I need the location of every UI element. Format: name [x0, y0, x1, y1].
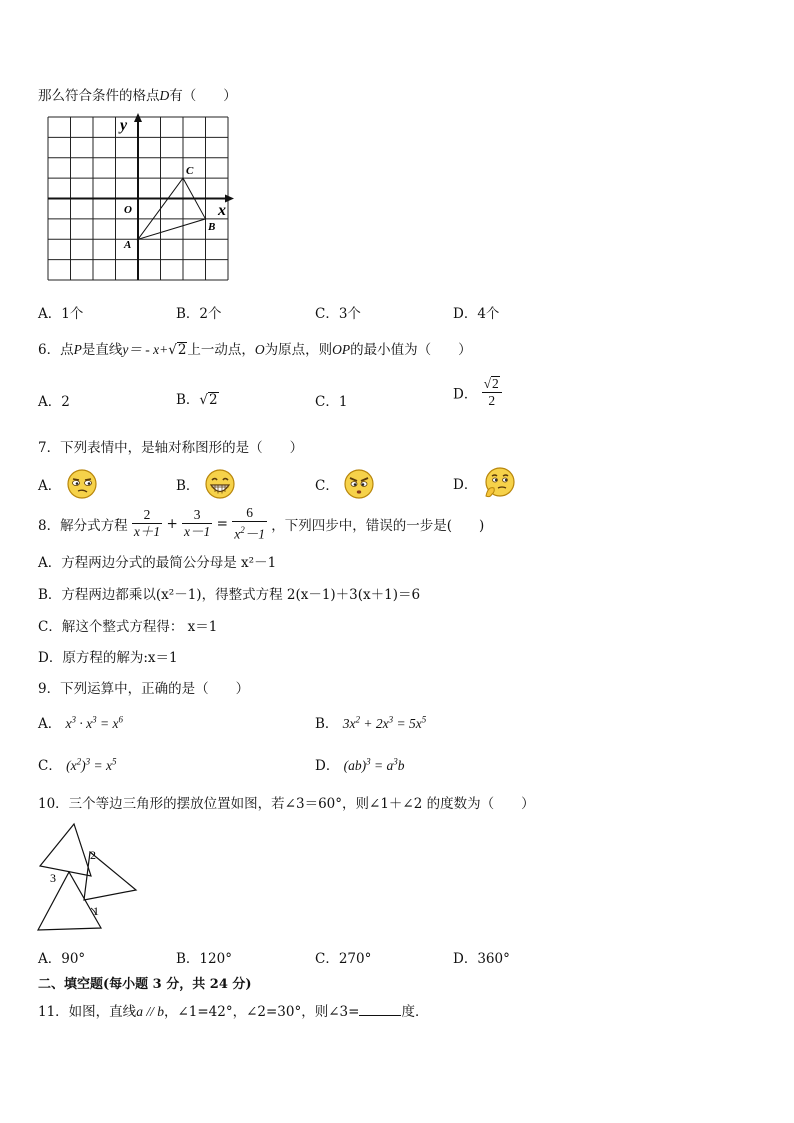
q6-option-d[interactable]	[453, 376, 502, 409]
q6-var-o: O	[254, 342, 265, 357]
option-letter: A．	[38, 394, 62, 410]
q8-fraction-1	[132, 507, 162, 540]
q8-option-d[interactable]: D．原方程的解为:x＝1	[38, 650, 178, 666]
q9-option-c[interactable]	[38, 754, 117, 774]
q7-option-b[interactable]	[176, 468, 236, 500]
answer-blank[interactable]	[359, 1003, 401, 1016]
fraction-denominator: 2	[488, 393, 496, 408]
q11-text-3: 度．	[401, 1004, 429, 1020]
option-text: 1	[338, 394, 348, 410]
option-text: 90°	[61, 951, 86, 967]
q6-eq-root: 2	[177, 342, 187, 358]
option-text: 360°	[477, 951, 510, 967]
option-letter: C．	[315, 394, 339, 410]
q5-stem-suffix: 有（ ）	[169, 88, 237, 104]
option-letter: D．	[453, 386, 478, 403]
smirk-face-icon	[66, 468, 98, 500]
point-a-label: A	[124, 239, 132, 251]
q9-option-d-expr: $(ab)^3 = a^3b$	[343, 756, 405, 773]
q5-grid-figure	[40, 112, 240, 287]
q9-option-a-expr: $x^3 \cdot x^3 = x^6$	[65, 714, 124, 731]
q5-stem-prefix: 那么符合条件的格点	[38, 88, 160, 104]
angry-face-icon	[343, 468, 375, 500]
sqrt-icon: √	[483, 376, 492, 391]
q8-text-1: 8．解分式方程	[38, 517, 128, 534]
option-text: 2	[61, 394, 70, 410]
q8-stem	[38, 505, 484, 543]
option-text: 270°	[338, 951, 372, 967]
q5-option-d[interactable]	[453, 302, 499, 322]
q6-option-b[interactable]	[176, 388, 219, 408]
q11-var-b: b	[157, 1004, 164, 1019]
triangle-top	[40, 824, 91, 876]
q6-text-3: 为原点，则	[264, 342, 333, 358]
option-letter: B．	[176, 392, 200, 408]
q10-option-c[interactable]	[315, 947, 371, 967]
q11-text-2: ，∠1=42°，∠2=30°，则∠3=	[163, 1004, 360, 1020]
q8-fraction-2	[182, 507, 212, 540]
x-axis-arrow-icon	[225, 195, 234, 203]
option-letter: B．	[176, 951, 200, 967]
q7-option-a[interactable]	[38, 468, 98, 500]
option-text: 4个	[477, 306, 500, 322]
q5-option-b[interactable]	[176, 302, 222, 322]
q10-triangles-figure	[36, 820, 146, 935]
q8-text-2: ，下列四步中，错误的一步是( )	[271, 517, 485, 534]
y-axis-label: y	[120, 117, 128, 134]
option-letter: A．	[38, 951, 62, 967]
point-b-label: B	[208, 221, 216, 233]
q6-option-a[interactable]	[38, 390, 70, 410]
q10-stem: 10．三个等边三角形的摆放位置如图，若∠3＝60°，则∠1＋∠2 的度数为（ ）	[38, 796, 535, 812]
option-text: 2	[209, 392, 218, 408]
q7-option-d[interactable]	[453, 466, 516, 500]
section-title: 二、填空题(每小题 3 分，共 24 分)	[38, 977, 252, 992]
q6-num: 6．点	[38, 342, 74, 358]
q8-fraction-3: $\frac{6}{x^2-1}$	[234, 505, 265, 542]
q6-text-4: 的最小值为（ ）	[350, 342, 472, 358]
option-letter: D．	[453, 951, 478, 967]
option-fraction	[482, 376, 502, 409]
q8-option-c[interactable]: C．解这个整式方程得： x＝1	[38, 619, 218, 635]
q6-option-c[interactable]	[315, 390, 347, 410]
option-letter: C．	[315, 478, 339, 494]
option-letter: B．	[176, 478, 200, 494]
q6-text-1: 是直线	[81, 342, 123, 358]
q9-option-b[interactable]	[315, 712, 426, 732]
triangle-abc	[138, 178, 206, 239]
q8-plus: +	[166, 515, 178, 532]
q9-option-c-expr: $(x^2)^3 = x^5$	[66, 756, 117, 773]
q11-stem	[38, 1000, 428, 1020]
q5-stem	[38, 84, 237, 104]
option-letter: C．	[315, 951, 339, 967]
x-axis-label: x	[218, 202, 226, 219]
grin-face-icon	[204, 468, 236, 500]
fraction-numerator: 3	[182, 507, 212, 524]
thinking-face-icon	[482, 466, 516, 500]
q9-option-b-expr: $3x^2 + 2x^3 = 5x^5$	[342, 714, 427, 731]
option-letter: A．	[38, 478, 62, 494]
q6-stem	[38, 338, 472, 358]
q8-option-a[interactable]: A．方程两边分式的最简公分母是 x²－1	[38, 555, 277, 571]
sqrt-icon: √	[168, 342, 177, 358]
option-letter: B．	[315, 716, 339, 732]
option-letter: A．	[38, 716, 62, 732]
q10-option-a[interactable]	[38, 947, 85, 967]
q11-text-1: 11．如图，直线	[38, 1004, 137, 1020]
option-text: 3个	[338, 306, 361, 322]
origin-label: O	[124, 204, 132, 216]
point-c-label: C	[186, 165, 194, 177]
sqrt-icon: √	[199, 392, 209, 408]
option-letter: C．	[315, 306, 339, 322]
q5-axes	[48, 116, 230, 280]
option-letter: D．	[315, 758, 340, 774]
fraction-numerator: 6	[232, 505, 267, 522]
option-text: 120°	[199, 951, 232, 967]
option-letter: D．	[453, 306, 478, 322]
q9-option-a[interactable]	[38, 712, 123, 732]
fraction-numerator: 2	[132, 507, 162, 524]
q6-var-op: OP	[332, 342, 351, 357]
q7-stem: 7．下列表情中，是轴对称图形的是（ ）	[38, 440, 304, 456]
fraction-denominator: x	[234, 526, 241, 542]
option-text: 2个	[199, 306, 222, 322]
q5-option-a[interactable]	[38, 302, 83, 322]
q10-option-b[interactable]	[176, 947, 232, 967]
option-letter: A．	[38, 306, 62, 322]
fraction-denominator: x＋1	[133, 524, 161, 540]
q5-option-c[interactable]	[315, 302, 361, 322]
q5-stem-var: D	[159, 88, 170, 103]
q11-parallel: //	[142, 1004, 158, 1019]
option-letter: B．	[176, 306, 200, 322]
q7-option-c[interactable]	[315, 468, 375, 500]
angle-2-label: 2	[90, 848, 96, 862]
option-text: 1个	[61, 306, 84, 322]
fraction-numerator: 2	[492, 376, 499, 391]
fraction-denominator: x－1	[184, 524, 211, 540]
q6-eq-mid: ＝ - x+	[128, 342, 169, 357]
q10-option-d[interactable]	[453, 947, 510, 967]
q8-equals: =	[216, 515, 228, 532]
q8-option-b[interactable]: B．方程两边都乘以(x²－1)，得整式方程 2(x－1)＋3(x＋1)＝6	[38, 587, 421, 603]
angle-1-label: 1	[93, 904, 99, 918]
option-letter: D．	[453, 477, 478, 493]
q6-var-p: P	[73, 342, 82, 357]
q11-var-a: a	[136, 1004, 143, 1019]
q6-eq-y: y	[122, 342, 129, 357]
q9-stem: 9．下列运算中，正确的是（ ）	[38, 681, 250, 697]
q6-text-2: 上一动点，	[187, 342, 255, 358]
option-letter: C．	[38, 758, 62, 774]
angle-3-label: 3	[50, 871, 56, 885]
q9-option-d[interactable]	[315, 754, 405, 774]
triangle-bottom	[38, 872, 101, 930]
